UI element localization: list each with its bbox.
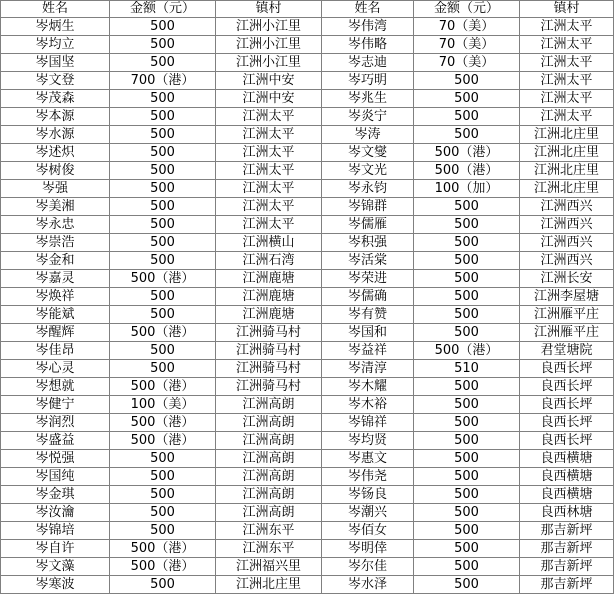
- cell-amount-left: 500: [110, 108, 216, 126]
- cell-name-left: 岑焕祥: [1, 288, 110, 306]
- cell-village-left: 江洲小江里: [216, 36, 322, 54]
- cell-village-right: 良西长坪: [520, 378, 614, 396]
- cell-name-right: 岑惠文: [322, 450, 414, 468]
- table-row: [1, 486, 614, 504]
- cell-name-left: 岑能斌: [1, 306, 110, 324]
- cell-village-left: 江洲小江里: [216, 54, 322, 72]
- cell-village-right: 江洲北庄里: [520, 144, 614, 162]
- cell-name-left: 岑寒波: [1, 576, 110, 594]
- table-row: [1, 432, 614, 450]
- cell-amount-right: 500: [414, 198, 520, 216]
- cell-village-right: 江洲李屋塘: [520, 288, 614, 306]
- cell-amount-left: 500: [110, 252, 216, 270]
- cell-name-right: 岑潮兴: [322, 504, 414, 522]
- cell-amount-left: 500: [110, 504, 216, 522]
- cell-amount-left: 500（港）: [110, 558, 216, 576]
- cell-amount-left: 500: [110, 18, 216, 36]
- cell-amount-left: 500: [110, 576, 216, 594]
- cell-amount-left: 500: [110, 126, 216, 144]
- header-amount-left: 金额（元）: [110, 1, 216, 18]
- cell-village-right: 那吉新坪: [520, 558, 614, 576]
- table-row: [1, 162, 614, 180]
- cell-amount-left: 500（港）: [110, 540, 216, 558]
- cell-name-left: 岑金和: [1, 252, 110, 270]
- cell-village-right: 江洲西兴: [520, 198, 614, 216]
- cell-amount-right: 500: [414, 378, 520, 396]
- cell-amount-left: 700（港）: [110, 72, 216, 90]
- cell-village-left: 江洲太平: [216, 126, 322, 144]
- cell-village-left: 江洲石湾: [216, 252, 322, 270]
- cell-name-right: 岑涛: [322, 126, 414, 144]
- cell-name-right: 岑清淳: [322, 360, 414, 378]
- cell-amount-left: 500（港）: [110, 414, 216, 432]
- table-row: [1, 396, 614, 414]
- cell-amount-left: 500（港）: [110, 432, 216, 450]
- cell-village-left: 江洲东平: [216, 522, 322, 540]
- cell-name-left: 岑文藻: [1, 558, 110, 576]
- cell-name-right: 岑积强: [322, 234, 414, 252]
- cell-name-left: 岑汝瀹: [1, 504, 110, 522]
- table-row: [1, 540, 614, 558]
- cell-village-left: 江洲高朗: [216, 396, 322, 414]
- table-row: [1, 36, 614, 54]
- table-row: [1, 54, 614, 72]
- table-row: [1, 90, 614, 108]
- cell-village-right: 江洲太平: [520, 90, 614, 108]
- cell-village-right: 江洲太平: [520, 108, 614, 126]
- cell-amount-left: 500: [110, 468, 216, 486]
- cell-amount-right: 500（港）: [414, 342, 520, 360]
- cell-name-left: 岑心灵: [1, 360, 110, 378]
- cell-amount-left: 500: [110, 486, 216, 504]
- cell-name-left: 岑本源: [1, 108, 110, 126]
- cell-village-left: 江洲北庄里: [216, 576, 322, 594]
- cell-name-left: 岑润烈: [1, 414, 110, 432]
- table-row: [1, 144, 614, 162]
- cell-name-right: 岑佰女: [322, 522, 414, 540]
- table-row: [1, 252, 614, 270]
- header-name-left: 姓名: [1, 1, 110, 18]
- cell-name-right: 岑伟尧: [322, 468, 414, 486]
- table-row: [1, 306, 614, 324]
- table-row: [1, 234, 614, 252]
- cell-amount-right: 500: [414, 234, 520, 252]
- cell-name-right: 岑文燮: [322, 144, 414, 162]
- cell-name-right: 岑国和: [322, 324, 414, 342]
- cell-name-right: 岑巧明: [322, 72, 414, 90]
- table-row: [1, 450, 614, 468]
- cell-amount-left: 500: [110, 450, 216, 468]
- cell-village-right: 良西长坪: [520, 432, 614, 450]
- cell-name-right: 岑木裕: [322, 396, 414, 414]
- cell-amount-right: 500: [414, 522, 520, 540]
- cell-name-right: 岑活棠: [322, 252, 414, 270]
- cell-amount-left: 500（港）: [110, 270, 216, 288]
- cell-name-left: 岑嘉灵: [1, 270, 110, 288]
- cell-village-left: 江洲高朗: [216, 504, 322, 522]
- table-row: [1, 522, 614, 540]
- cell-village-left: 江洲骑马村: [216, 324, 322, 342]
- cell-village-right: 江洲太平: [520, 54, 614, 72]
- header-row: [1, 1, 614, 18]
- cell-amount-left: 500: [110, 306, 216, 324]
- cell-name-right: 岑伟湾: [322, 18, 414, 36]
- cell-name-left: 岑醒辉: [1, 324, 110, 342]
- cell-name-right: 岑明倖: [322, 540, 414, 558]
- cell-name-left: 岑均立: [1, 36, 110, 54]
- cell-amount-right: 500: [414, 306, 520, 324]
- cell-amount-right: 510: [414, 360, 520, 378]
- cell-village-right: 良西长坪: [520, 360, 614, 378]
- cell-amount-left: 500（港）: [110, 378, 216, 396]
- cell-village-left: 江洲太平: [216, 198, 322, 216]
- cell-amount-right: 70（美）: [414, 54, 520, 72]
- cell-village-right: 良西横塘: [520, 486, 614, 504]
- cell-amount-right: 500: [414, 540, 520, 558]
- cell-amount-left: 500: [110, 288, 216, 306]
- cell-village-left: 江洲鹿塘: [216, 288, 322, 306]
- cell-name-right: 岑兆生: [322, 90, 414, 108]
- cell-amount-right: 500: [414, 414, 520, 432]
- cell-amount-left: 500: [110, 162, 216, 180]
- cell-village-right: 那吉新坪: [520, 522, 614, 540]
- cell-village-left: 江洲高朗: [216, 468, 322, 486]
- cell-village-left: 江洲太平: [216, 108, 322, 126]
- cell-village-left: 江洲高朗: [216, 486, 322, 504]
- cell-village-right: 良西横塘: [520, 450, 614, 468]
- table-row: [1, 342, 614, 360]
- table-row: [1, 72, 614, 90]
- cell-name-right: 岑伟略: [322, 36, 414, 54]
- cell-amount-left: 500: [110, 54, 216, 72]
- cell-name-right: 岑锦祥: [322, 414, 414, 432]
- cell-village-left: 江洲横山: [216, 234, 322, 252]
- table-row: [1, 270, 614, 288]
- cell-village-right: 江洲雁平庄: [520, 306, 614, 324]
- cell-name-right: 岑儒确: [322, 288, 414, 306]
- cell-amount-left: 500: [110, 198, 216, 216]
- cell-name-left: 岑述炽: [1, 144, 110, 162]
- cell-village-left: 江洲鹿塘: [216, 270, 322, 288]
- cell-amount-right: 70（美）: [414, 18, 520, 36]
- cell-village-right: 江洲太平: [520, 36, 614, 54]
- cell-name-left: 岑自许: [1, 540, 110, 558]
- cell-name-right: 岑炎宁: [322, 108, 414, 126]
- cell-amount-left: 500: [110, 234, 216, 252]
- cell-amount-right: 500: [414, 216, 520, 234]
- cell-name-left: 岑想就: [1, 378, 110, 396]
- cell-village-right: 那吉新坪: [520, 576, 614, 594]
- cell-name-right: 岑水泽: [322, 576, 414, 594]
- cell-amount-right: 500: [414, 432, 520, 450]
- cell-amount-right: 500: [414, 396, 520, 414]
- cell-amount-right: 70（美）: [414, 36, 520, 54]
- cell-amount-left: 500: [110, 342, 216, 360]
- cell-village-left: 江洲高朗: [216, 432, 322, 450]
- cell-village-right: 江洲雁平庄: [520, 324, 614, 342]
- cell-amount-left: 500: [110, 36, 216, 54]
- cell-village-right: 那吉新坪: [520, 540, 614, 558]
- cell-amount-right: 500: [414, 90, 520, 108]
- table-row: [1, 216, 614, 234]
- cell-amount-left: 500（港）: [110, 324, 216, 342]
- cell-village-right: 良西长坪: [520, 414, 614, 432]
- table-row: [1, 288, 614, 306]
- cell-village-right: 江洲西兴: [520, 216, 614, 234]
- cell-village-left: 江洲中安: [216, 90, 322, 108]
- cell-amount-left: 500: [110, 144, 216, 162]
- cell-village-left: 江洲福兴里: [216, 558, 322, 576]
- cell-name-right: 岑有赞: [322, 306, 414, 324]
- cell-name-left: 岑锦培: [1, 522, 110, 540]
- cell-amount-right: 100（加）: [414, 180, 520, 198]
- cell-name-right: 岑永钧: [322, 180, 414, 198]
- cell-name-left: 岑树俊: [1, 162, 110, 180]
- cell-name-right: 岑木耀: [322, 378, 414, 396]
- cell-village-left: 江洲太平: [216, 162, 322, 180]
- table-row: [1, 504, 614, 522]
- cell-amount-right: 500: [414, 288, 520, 306]
- cell-village-right: 君堂塘院: [520, 342, 614, 360]
- cell-name-right: 岑荣进: [322, 270, 414, 288]
- cell-amount-right: 500: [414, 270, 520, 288]
- cell-amount-right: 500: [414, 324, 520, 342]
- cell-amount-right: 500: [414, 504, 520, 522]
- cell-village-right: 良西长坪: [520, 396, 614, 414]
- cell-name-left: 岑美湘: [1, 198, 110, 216]
- cell-amount-right: 500: [414, 450, 520, 468]
- table-row: [1, 378, 614, 396]
- cell-village-left: 江洲太平: [216, 144, 322, 162]
- cell-amount-left: 500: [110, 360, 216, 378]
- header-village-right: 镇村: [520, 1, 614, 18]
- cell-amount-right: 500: [414, 468, 520, 486]
- cell-village-right: 江洲北庄里: [520, 162, 614, 180]
- cell-amount-left: 500: [110, 180, 216, 198]
- table-row: [1, 198, 614, 216]
- cell-name-right: 岑均贤: [322, 432, 414, 450]
- cell-name-left: 岑永忠: [1, 216, 110, 234]
- header-amount-right: 金额（元）: [414, 1, 520, 18]
- table-row: [1, 180, 614, 198]
- cell-village-left: 江洲太平: [216, 180, 322, 198]
- cell-village-left: 江洲鹿塘: [216, 306, 322, 324]
- cell-village-left: 江洲高朗: [216, 414, 322, 432]
- cell-name-left: 岑炳生: [1, 18, 110, 36]
- cell-village-left: 江洲骑马村: [216, 360, 322, 378]
- table-row: [1, 108, 614, 126]
- cell-amount-left: 100（美）: [110, 396, 216, 414]
- cell-name-left: 岑崇浩: [1, 234, 110, 252]
- cell-name-left: 岑国坚: [1, 54, 110, 72]
- cell-name-left: 岑盛益: [1, 432, 110, 450]
- cell-amount-left: 500: [110, 90, 216, 108]
- cell-amount-left: 500: [110, 216, 216, 234]
- cell-name-left: 岑佳昂: [1, 342, 110, 360]
- cell-name-right: 岑儒雁: [322, 216, 414, 234]
- cell-village-right: 江洲西兴: [520, 234, 614, 252]
- table-row: [1, 468, 614, 486]
- cell-amount-right: 500: [414, 108, 520, 126]
- cell-amount-right: 500: [414, 576, 520, 594]
- cell-village-right: 江洲北庄里: [520, 180, 614, 198]
- cell-amount-right: 500: [414, 558, 520, 576]
- table-row: [1, 360, 614, 378]
- cell-village-left: 江洲小江里: [216, 18, 322, 36]
- cell-amount-right: 500: [414, 252, 520, 270]
- cell-name-left: 岑国纯: [1, 468, 110, 486]
- cell-name-left: 岑金琪: [1, 486, 110, 504]
- cell-village-left: 江洲骑马村: [216, 342, 322, 360]
- cell-name-right: 岑益祥: [322, 342, 414, 360]
- header-name-right: 姓名: [322, 1, 414, 18]
- table-row: [1, 324, 614, 342]
- cell-amount-left: 500: [110, 522, 216, 540]
- cell-name-left: 岑文登: [1, 72, 110, 90]
- cell-village-left: 江洲太平: [216, 216, 322, 234]
- table-row: [1, 126, 614, 144]
- table-row: [1, 558, 614, 576]
- cell-name-left: 岑强: [1, 180, 110, 198]
- cell-village-left: 江洲东平: [216, 540, 322, 558]
- table-row: [1, 414, 614, 432]
- cell-village-left: 江洲高朗: [216, 450, 322, 468]
- cell-name-left: 岑健宁: [1, 396, 110, 414]
- cell-name-right: 岑志迪: [322, 54, 414, 72]
- cell-village-right: 江洲长安: [520, 270, 614, 288]
- cell-name-right: 岑尔佳: [322, 558, 414, 576]
- cell-village-right: 江洲北庄里: [520, 126, 614, 144]
- cell-amount-right: 500（港）: [414, 144, 520, 162]
- cell-village-left: 江洲中安: [216, 72, 322, 90]
- cell-amount-right: 500（港）: [414, 162, 520, 180]
- cell-village-left: 江洲骑马村: [216, 378, 322, 396]
- cell-village-right: 良西横塘: [520, 468, 614, 486]
- cell-amount-right: 500: [414, 486, 520, 504]
- cell-village-right: 江洲太平: [520, 72, 614, 90]
- cell-village-right: 江洲西兴: [520, 252, 614, 270]
- table-row: [1, 18, 614, 36]
- cell-amount-right: 500: [414, 126, 520, 144]
- table-row: [1, 576, 614, 594]
- cell-name-right: 岑锦群: [322, 198, 414, 216]
- cell-village-right: 良西林塘: [520, 504, 614, 522]
- header-village-left: 镇村: [216, 1, 322, 18]
- cell-name-left: 岑茂森: [1, 90, 110, 108]
- cell-name-right: 岑文光: [322, 162, 414, 180]
- cell-village-right: 江洲太平: [520, 18, 614, 36]
- cell-name-right: 岑钖良: [322, 486, 414, 504]
- cell-name-left: 岑水源: [1, 126, 110, 144]
- cell-amount-right: 500: [414, 72, 520, 90]
- cell-name-left: 岑悦强: [1, 450, 110, 468]
